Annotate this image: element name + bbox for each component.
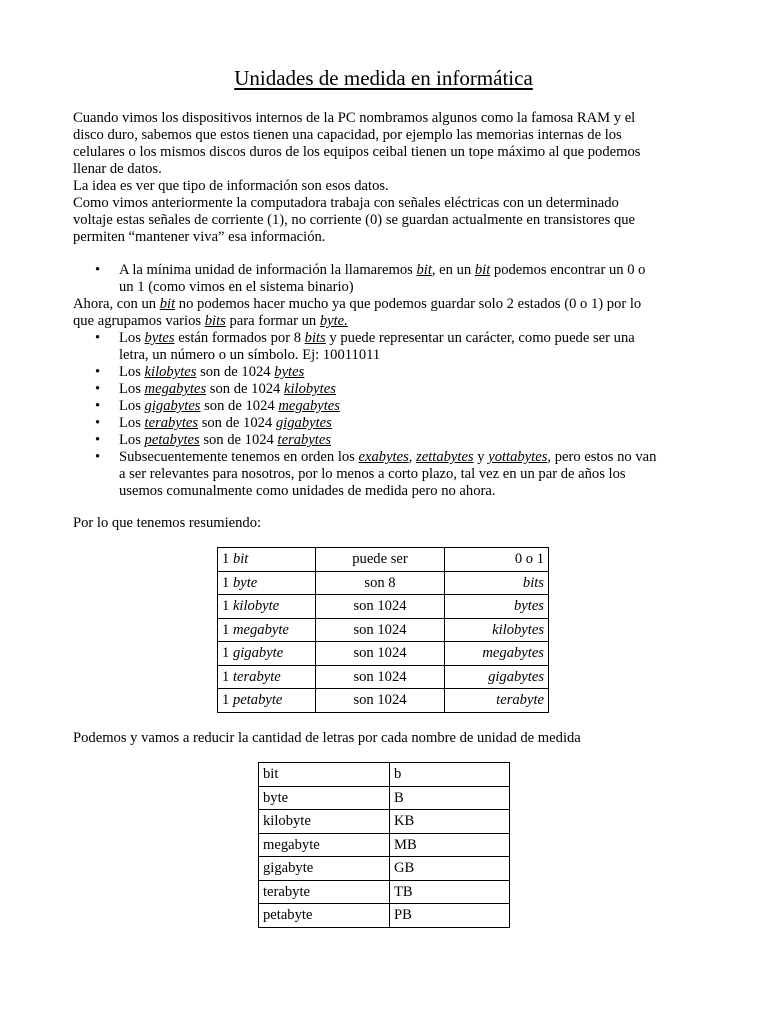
table-row	[218, 665, 549, 689]
unit-cell: 1 megabyte	[218, 618, 316, 642]
unit-name-cell: megabyte	[259, 833, 390, 857]
bit-bullet-list	[73, 262, 694, 296]
value-cell: 0 o 1	[445, 548, 549, 572]
unit-name-cell: petabyte	[259, 904, 390, 928]
unit-name-cell: kilobyte	[259, 810, 390, 834]
table-row	[218, 548, 549, 572]
list-item: • Subsecuentemente tenemos en orden los exabytes, zettabytes y yottabytes, pero estos no van a ser relevantes para nosotros, por lo menos a corto plazo, tal vez en un par de años los usemos comunalmente como unidades de medida pero no ahora.	[73, 449, 694, 500]
table-row	[218, 642, 549, 666]
unit-cell: 1 terabyte	[218, 665, 316, 689]
relation-cell: son 1024	[316, 665, 445, 689]
relation-cell: son 1024	[316, 595, 445, 619]
relation-cell: son 1024	[316, 642, 445, 666]
intro-line: disco duro, sabemos que estos tienen una capacidad, por ejemplo las memorias internas de los	[73, 127, 622, 143]
unit-abbreviation-cell: b	[390, 763, 510, 787]
summary-table	[217, 547, 549, 713]
list-item: • Los megabytes son de 1024 kilobytes	[73, 381, 694, 398]
table-row	[218, 571, 549, 595]
list-item: • Los bytes están formados por 8 bits y puede representar un carácter, como puede ser una letra, un número o un símbolo. Ej: 10011011	[73, 330, 694, 364]
table-row	[218, 595, 549, 619]
intro-line: Cuando vimos los dispositivos internos de la PC nombramos algunos como la famosa RAM y el	[73, 110, 636, 126]
unit-abbreviation-cell: TB	[390, 880, 510, 904]
abbrev-intro: Podemos y vamos a reducir la cantidad de letras por cada nombre de unidad de medida	[73, 730, 581, 746]
relation-cell: puede ser	[316, 548, 445, 572]
unit-name-cell: byte	[259, 786, 390, 810]
intro-line: celulares o los mismos discos duros de los equipos ceibal tienen un tope máximo al que podemos	[73, 144, 641, 160]
table-row	[259, 786, 510, 810]
page-title: Unidades de medida en informática	[234, 66, 533, 90]
table-row	[259, 810, 510, 834]
unit-name-cell: terabyte	[259, 880, 390, 904]
table-row	[218, 689, 549, 713]
value-cell: terabyte	[445, 689, 549, 713]
value-cell: gigabytes	[445, 665, 549, 689]
table-row	[259, 904, 510, 928]
unit-abbreviation-cell: B	[390, 786, 510, 810]
unit-abbreviation-cell: MB	[390, 833, 510, 857]
value-cell: kilobytes	[445, 618, 549, 642]
intro-paragraph	[73, 110, 694, 246]
unit-abbreviation-cell: KB	[390, 810, 510, 834]
intro-line: La idea es ver que tipo de información son esos datos.	[73, 178, 389, 194]
summary-intro: Por lo que tenemos resumiendo:	[73, 515, 262, 531]
table-row	[259, 833, 510, 857]
value-cell: megabytes	[445, 642, 549, 666]
unit-name-cell: gigabyte	[259, 857, 390, 881]
table-row	[259, 880, 510, 904]
unit-name-cell: bit	[259, 763, 390, 787]
list-item: • Los kilobytes son de 1024 bytes	[73, 364, 694, 381]
intro-line: permiten “mantener viva” esa información.	[73, 229, 326, 245]
relation-cell: son 8	[316, 571, 445, 595]
list-item: • A la mínima unidad de información la llamaremos bit, en un bit podemos encontrar un 0 o un 1 (como vimos en el sistema binario)	[73, 262, 694, 296]
table-row	[218, 618, 549, 642]
relation-cell: son 1024	[316, 689, 445, 713]
units-bullet-list	[73, 330, 694, 500]
unit-cell: 1 byte	[218, 571, 316, 595]
unit-cell: 1 gigabyte	[218, 642, 316, 666]
intro-line: llenar de datos.	[73, 161, 162, 177]
intro-line: voltaje estas señales de corriente (1), no corriente (0) se guardan actualmente en transistores que	[73, 212, 636, 228]
value-cell: bytes	[445, 595, 549, 619]
unit-cell: 1 petabyte	[218, 689, 316, 713]
value-cell: bits	[445, 571, 549, 595]
unit-cell: 1 kilobyte	[218, 595, 316, 619]
table-row	[259, 763, 510, 787]
unit-abbreviation-cell: PB	[390, 904, 510, 928]
list-item: • Los gigabytes son de 1024 megabytes	[73, 398, 694, 415]
relation-cell: son 1024	[316, 618, 445, 642]
table-row	[259, 857, 510, 881]
list-item: • Los terabytes son de 1024 gigabytes	[73, 415, 694, 432]
unit-cell: 1 bit	[218, 548, 316, 572]
abbreviation-table	[258, 762, 510, 928]
unit-abbreviation-cell: GB	[390, 857, 510, 881]
intro-line: Como vimos anteriormente la computadora trabaja con señales eléctricas con un determinado	[73, 195, 619, 211]
list-item: • Los petabytes son de 1024 terabytes	[73, 432, 694, 449]
bits-paragraph: Ahora, con un bit no podemos hacer mucho ya que podemos guardar solo 2 estados (0 o 1) por lo que agrupamos varios bits para formar un byte.	[73, 296, 642, 329]
